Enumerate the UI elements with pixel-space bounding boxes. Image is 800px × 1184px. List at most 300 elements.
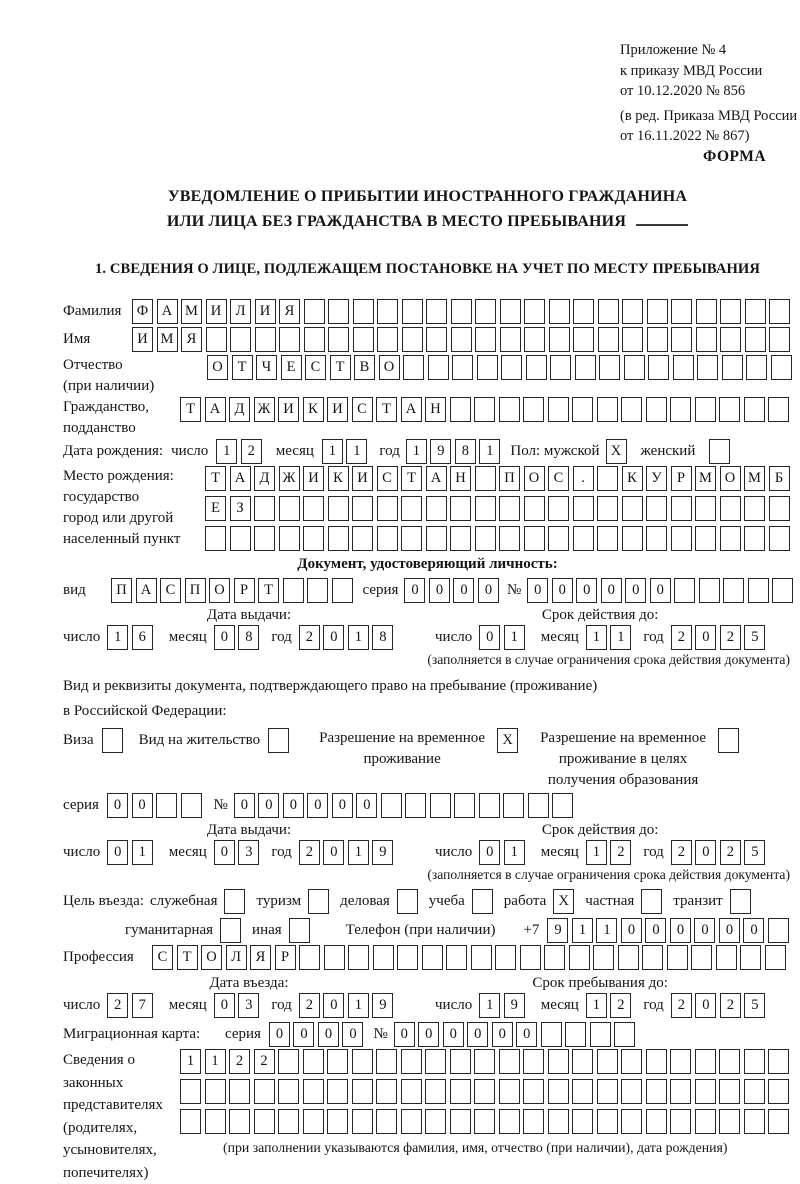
char-box[interactable] bbox=[524, 299, 545, 324]
char-box[interactable] bbox=[499, 496, 520, 521]
char-box[interactable] bbox=[597, 526, 618, 551]
char-box[interactable] bbox=[621, 1109, 642, 1134]
char-box[interactable]: И bbox=[255, 299, 276, 324]
char-box[interactable] bbox=[719, 397, 740, 422]
char-box[interactable]: 1 bbox=[479, 439, 500, 464]
char-box[interactable]: 0 bbox=[342, 1022, 363, 1047]
char-box[interactable] bbox=[353, 327, 374, 352]
char-box[interactable] bbox=[324, 945, 345, 970]
char-box[interactable] bbox=[614, 1022, 635, 1047]
char-box[interactable]: Ч bbox=[256, 355, 277, 380]
char-box[interactable]: 2 bbox=[720, 625, 741, 650]
char-box[interactable] bbox=[475, 327, 496, 352]
char-box[interactable] bbox=[254, 1079, 275, 1104]
char-box[interactable] bbox=[205, 1109, 226, 1134]
char-box[interactable] bbox=[501, 355, 522, 380]
char-box[interactable]: 1 bbox=[610, 625, 631, 650]
char-box[interactable]: Р bbox=[234, 578, 255, 603]
char-box[interactable] bbox=[376, 1079, 397, 1104]
char-box[interactable] bbox=[618, 945, 639, 970]
char-box[interactable]: Т bbox=[376, 397, 397, 422]
char-box[interactable] bbox=[430, 793, 451, 818]
char-box[interactable]: Ф bbox=[132, 299, 153, 324]
char-box[interactable]: 2 bbox=[241, 439, 262, 464]
char-box[interactable]: С bbox=[377, 466, 398, 491]
char-box[interactable]: 9 bbox=[430, 439, 451, 464]
char-box[interactable] bbox=[499, 397, 520, 422]
char-box[interactable]: 2 bbox=[254, 1049, 275, 1074]
char-box[interactable]: Н bbox=[425, 397, 446, 422]
char-box[interactable]: 0 bbox=[478, 578, 499, 603]
char-box[interactable] bbox=[156, 793, 177, 818]
char-box[interactable]: 2 bbox=[299, 625, 320, 650]
char-box[interactable] bbox=[474, 397, 495, 422]
char-box[interactable]: 0 bbox=[650, 578, 671, 603]
char-box[interactable]: 0 bbox=[719, 918, 740, 943]
char-box[interactable]: П bbox=[499, 466, 520, 491]
char-box[interactable] bbox=[598, 299, 619, 324]
char-box[interactable]: О bbox=[379, 355, 400, 380]
char-box[interactable]: Т bbox=[258, 578, 279, 603]
char-box[interactable]: 0 bbox=[269, 1022, 290, 1047]
char-box[interactable]: 0 bbox=[323, 625, 344, 650]
char-box[interactable] bbox=[622, 526, 643, 551]
char-box[interactable] bbox=[520, 945, 541, 970]
char-box[interactable]: 0 bbox=[552, 578, 573, 603]
char-box[interactable] bbox=[303, 1079, 324, 1104]
char-box[interactable] bbox=[565, 1022, 586, 1047]
char-box[interactable] bbox=[572, 397, 593, 422]
char-box[interactable] bbox=[720, 327, 741, 352]
char-box[interactable] bbox=[768, 1109, 789, 1134]
char-box[interactable]: 9 bbox=[504, 993, 525, 1018]
char-box[interactable] bbox=[671, 496, 692, 521]
char-box[interactable]: О bbox=[209, 578, 230, 603]
char-box[interactable] bbox=[397, 945, 418, 970]
char-box[interactable]: Я bbox=[250, 945, 271, 970]
char-box[interactable] bbox=[674, 578, 695, 603]
char-box[interactable] bbox=[377, 496, 398, 521]
char-box[interactable] bbox=[377, 526, 398, 551]
char-box[interactable]: Р bbox=[275, 945, 296, 970]
char-box[interactable] bbox=[624, 355, 645, 380]
char-box[interactable] bbox=[641, 889, 662, 914]
char-box[interactable] bbox=[446, 945, 467, 970]
char-box[interactable] bbox=[599, 355, 620, 380]
char-box[interactable] bbox=[229, 1109, 250, 1134]
char-box[interactable]: 0 bbox=[695, 840, 716, 865]
char-box[interactable]: И bbox=[132, 327, 153, 352]
char-box[interactable] bbox=[523, 1049, 544, 1074]
char-box[interactable]: 8 bbox=[238, 625, 259, 650]
char-box[interactable] bbox=[254, 496, 275, 521]
char-box[interactable] bbox=[279, 526, 300, 551]
char-box[interactable] bbox=[499, 526, 520, 551]
char-box[interactable]: К bbox=[622, 466, 643, 491]
char-box[interactable] bbox=[572, 1049, 593, 1074]
char-box[interactable] bbox=[691, 945, 712, 970]
char-box[interactable] bbox=[768, 1049, 789, 1074]
char-box[interactable] bbox=[425, 1079, 446, 1104]
char-box[interactable]: И bbox=[303, 466, 324, 491]
char-box[interactable] bbox=[327, 1109, 348, 1134]
char-box[interactable] bbox=[548, 496, 569, 521]
char-box[interactable]: 0 bbox=[418, 1022, 439, 1047]
char-box[interactable] bbox=[254, 1109, 275, 1134]
char-box[interactable] bbox=[477, 355, 498, 380]
char-box[interactable] bbox=[548, 1109, 569, 1134]
char-box[interactable] bbox=[254, 526, 275, 551]
char-box[interactable]: П bbox=[185, 578, 206, 603]
char-box[interactable]: 2 bbox=[720, 993, 741, 1018]
char-box[interactable] bbox=[695, 1079, 716, 1104]
char-box[interactable] bbox=[479, 793, 500, 818]
char-box[interactable] bbox=[268, 728, 289, 753]
char-box[interactable] bbox=[720, 526, 741, 551]
char-box[interactable]: 0 bbox=[323, 993, 344, 1018]
char-box[interactable] bbox=[327, 1079, 348, 1104]
char-box[interactable] bbox=[279, 327, 300, 352]
char-box[interactable] bbox=[768, 918, 789, 943]
char-box[interactable]: К bbox=[303, 397, 324, 422]
char-box[interactable]: 2 bbox=[299, 993, 320, 1018]
char-box[interactable]: 0 bbox=[601, 578, 622, 603]
char-box[interactable] bbox=[474, 1109, 495, 1134]
char-box[interactable]: 9 bbox=[547, 918, 568, 943]
char-box[interactable] bbox=[524, 496, 545, 521]
char-box[interactable]: 0 bbox=[107, 840, 128, 865]
char-box[interactable]: 5 bbox=[744, 840, 765, 865]
char-box[interactable] bbox=[279, 496, 300, 521]
char-box[interactable] bbox=[426, 496, 447, 521]
char-box[interactable]: Д bbox=[229, 397, 250, 422]
char-box[interactable]: И bbox=[352, 466, 373, 491]
char-box[interactable] bbox=[621, 397, 642, 422]
char-box[interactable]: 1 bbox=[346, 439, 367, 464]
char-box[interactable] bbox=[671, 526, 692, 551]
char-box[interactable]: 0 bbox=[234, 793, 255, 818]
char-box[interactable] bbox=[426, 526, 447, 551]
char-box[interactable] bbox=[401, 1049, 422, 1074]
char-box[interactable] bbox=[622, 327, 643, 352]
char-box[interactable]: 5 bbox=[744, 625, 765, 650]
char-box[interactable]: С bbox=[352, 397, 373, 422]
char-box[interactable]: 2 bbox=[671, 993, 692, 1018]
char-box[interactable] bbox=[709, 439, 730, 464]
char-box[interactable]: 8 bbox=[455, 439, 476, 464]
char-box[interactable] bbox=[255, 327, 276, 352]
char-box[interactable]: 2 bbox=[671, 625, 692, 650]
char-box[interactable]: 6 bbox=[132, 625, 153, 650]
char-box[interactable] bbox=[474, 1079, 495, 1104]
char-box[interactable] bbox=[495, 945, 516, 970]
char-box[interactable] bbox=[730, 889, 751, 914]
char-box[interactable]: 1 bbox=[586, 625, 607, 650]
char-box[interactable] bbox=[647, 327, 668, 352]
char-box[interactable] bbox=[548, 1049, 569, 1074]
char-box[interactable] bbox=[769, 299, 790, 324]
char-box[interactable] bbox=[745, 299, 766, 324]
char-box[interactable]: 9 bbox=[372, 993, 393, 1018]
char-box[interactable] bbox=[748, 578, 769, 603]
char-box[interactable]: А bbox=[426, 466, 447, 491]
char-box[interactable] bbox=[401, 1109, 422, 1134]
char-box[interactable] bbox=[401, 1079, 422, 1104]
char-box[interactable]: 1 bbox=[322, 439, 343, 464]
char-box[interactable] bbox=[353, 299, 374, 324]
char-box[interactable] bbox=[772, 578, 793, 603]
char-box[interactable]: X bbox=[553, 889, 574, 914]
char-box[interactable] bbox=[744, 526, 765, 551]
char-box[interactable] bbox=[549, 327, 570, 352]
char-box[interactable]: 1 bbox=[107, 625, 128, 650]
char-box[interactable]: 8 bbox=[372, 625, 393, 650]
char-box[interactable] bbox=[548, 526, 569, 551]
char-box[interactable] bbox=[744, 1049, 765, 1074]
char-box[interactable] bbox=[402, 327, 423, 352]
char-box[interactable] bbox=[769, 327, 790, 352]
char-box[interactable]: С bbox=[548, 466, 569, 491]
char-box[interactable]: М bbox=[181, 299, 202, 324]
char-box[interactable]: 1 bbox=[504, 625, 525, 650]
char-box[interactable]: А bbox=[205, 397, 226, 422]
char-box[interactable] bbox=[572, 1109, 593, 1134]
char-box[interactable]: Т bbox=[177, 945, 198, 970]
char-box[interactable] bbox=[695, 526, 716, 551]
char-box[interactable]: Л bbox=[226, 945, 247, 970]
char-box[interactable]: 0 bbox=[527, 578, 548, 603]
char-box[interactable]: Т bbox=[401, 466, 422, 491]
char-box[interactable] bbox=[425, 1049, 446, 1074]
char-box[interactable] bbox=[646, 1049, 667, 1074]
char-box[interactable]: X bbox=[497, 728, 518, 753]
char-box[interactable] bbox=[224, 889, 245, 914]
char-box[interactable] bbox=[769, 496, 790, 521]
char-box[interactable]: 2 bbox=[610, 993, 631, 1018]
char-box[interactable]: 1 bbox=[348, 993, 369, 1018]
char-box[interactable]: 0 bbox=[479, 625, 500, 650]
char-box[interactable]: М bbox=[157, 327, 178, 352]
char-box[interactable]: 1 bbox=[216, 439, 237, 464]
char-box[interactable] bbox=[403, 355, 424, 380]
char-box[interactable]: 2 bbox=[299, 840, 320, 865]
char-box[interactable] bbox=[718, 728, 739, 753]
char-box[interactable] bbox=[720, 496, 741, 521]
char-box[interactable] bbox=[550, 355, 571, 380]
char-box[interactable] bbox=[451, 327, 472, 352]
char-box[interactable] bbox=[299, 945, 320, 970]
char-box[interactable] bbox=[740, 945, 761, 970]
char-box[interactable] bbox=[500, 327, 521, 352]
char-box[interactable]: Т bbox=[205, 466, 226, 491]
char-box[interactable]: А bbox=[230, 466, 251, 491]
char-box[interactable] bbox=[528, 793, 549, 818]
char-box[interactable] bbox=[402, 299, 423, 324]
char-box[interactable]: Н bbox=[450, 466, 471, 491]
char-box[interactable]: 9 bbox=[372, 840, 393, 865]
char-box[interactable]: А bbox=[136, 578, 157, 603]
char-box[interactable] bbox=[573, 496, 594, 521]
char-box[interactable] bbox=[541, 1022, 562, 1047]
char-box[interactable] bbox=[397, 889, 418, 914]
char-box[interactable] bbox=[548, 1079, 569, 1104]
char-box[interactable] bbox=[719, 1079, 740, 1104]
char-box[interactable] bbox=[206, 327, 227, 352]
char-box[interactable] bbox=[102, 728, 123, 753]
char-box[interactable] bbox=[303, 496, 324, 521]
char-box[interactable]: 2 bbox=[671, 840, 692, 865]
char-box[interactable] bbox=[229, 1079, 250, 1104]
char-box[interactable] bbox=[744, 1079, 765, 1104]
char-box[interactable] bbox=[670, 1109, 691, 1134]
char-box[interactable] bbox=[544, 945, 565, 970]
char-box[interactable] bbox=[695, 496, 716, 521]
char-box[interactable]: 0 bbox=[625, 578, 646, 603]
char-box[interactable]: 0 bbox=[429, 578, 450, 603]
char-box[interactable] bbox=[376, 1049, 397, 1074]
char-box[interactable] bbox=[352, 1109, 373, 1134]
char-box[interactable]: 1 bbox=[479, 993, 500, 1018]
char-box[interactable] bbox=[597, 397, 618, 422]
char-box[interactable]: О bbox=[207, 355, 228, 380]
char-box[interactable] bbox=[450, 1109, 471, 1134]
char-box[interactable] bbox=[549, 299, 570, 324]
char-box[interactable] bbox=[475, 299, 496, 324]
char-box[interactable]: 1 bbox=[504, 840, 525, 865]
char-box[interactable] bbox=[526, 355, 547, 380]
char-box[interactable]: . bbox=[573, 466, 594, 491]
char-box[interactable]: 0 bbox=[214, 625, 235, 650]
char-box[interactable] bbox=[475, 526, 496, 551]
char-box[interactable] bbox=[667, 945, 688, 970]
char-box[interactable] bbox=[646, 1109, 667, 1134]
char-box[interactable] bbox=[205, 526, 226, 551]
char-box[interactable]: 0 bbox=[695, 625, 716, 650]
char-box[interactable] bbox=[719, 1049, 740, 1074]
char-box[interactable]: Т bbox=[180, 397, 201, 422]
char-box[interactable]: К bbox=[328, 466, 349, 491]
char-box[interactable] bbox=[426, 327, 447, 352]
char-box[interactable] bbox=[328, 327, 349, 352]
char-box[interactable]: 0 bbox=[453, 578, 474, 603]
char-box[interactable]: 0 bbox=[695, 993, 716, 1018]
char-box[interactable]: 0 bbox=[394, 1022, 415, 1047]
char-box[interactable] bbox=[352, 496, 373, 521]
char-box[interactable] bbox=[450, 1049, 471, 1074]
char-box[interactable] bbox=[598, 327, 619, 352]
char-box[interactable] bbox=[524, 526, 545, 551]
char-box[interactable]: 0 bbox=[318, 1022, 339, 1047]
char-box[interactable]: 0 bbox=[293, 1022, 314, 1047]
char-box[interactable] bbox=[647, 299, 668, 324]
char-box[interactable]: А bbox=[157, 299, 178, 324]
char-box[interactable] bbox=[332, 578, 353, 603]
char-box[interactable] bbox=[475, 466, 496, 491]
char-box[interactable] bbox=[499, 1109, 520, 1134]
char-box[interactable]: 0 bbox=[621, 918, 642, 943]
char-box[interactable]: 0 bbox=[258, 793, 279, 818]
char-box[interactable]: И bbox=[206, 299, 227, 324]
char-box[interactable] bbox=[597, 466, 618, 491]
char-box[interactable]: 0 bbox=[323, 840, 344, 865]
char-box[interactable]: 0 bbox=[404, 578, 425, 603]
char-box[interactable] bbox=[744, 1109, 765, 1134]
char-box[interactable] bbox=[401, 526, 422, 551]
char-box[interactable] bbox=[523, 397, 544, 422]
char-box[interactable]: 3 bbox=[238, 993, 259, 1018]
char-box[interactable] bbox=[450, 1079, 471, 1104]
char-box[interactable] bbox=[304, 299, 325, 324]
char-box[interactable]: 2 bbox=[720, 840, 741, 865]
char-box[interactable] bbox=[746, 355, 767, 380]
char-box[interactable] bbox=[622, 496, 643, 521]
char-box[interactable] bbox=[471, 945, 492, 970]
char-box[interactable] bbox=[621, 1049, 642, 1074]
char-box[interactable] bbox=[499, 1049, 520, 1074]
char-box[interactable]: 0 bbox=[283, 793, 304, 818]
char-box[interactable] bbox=[575, 355, 596, 380]
char-box[interactable] bbox=[376, 1109, 397, 1134]
char-box[interactable] bbox=[646, 397, 667, 422]
char-box[interactable] bbox=[699, 578, 720, 603]
char-box[interactable] bbox=[768, 1079, 789, 1104]
char-box[interactable]: Т bbox=[232, 355, 253, 380]
char-box[interactable] bbox=[472, 889, 493, 914]
char-box[interactable]: 0 bbox=[307, 793, 328, 818]
char-box[interactable] bbox=[450, 496, 471, 521]
char-box[interactable]: 0 bbox=[467, 1022, 488, 1047]
char-box[interactable]: 0 bbox=[576, 578, 597, 603]
char-box[interactable] bbox=[719, 1109, 740, 1134]
char-box[interactable]: 0 bbox=[214, 840, 235, 865]
char-box[interactable] bbox=[548, 397, 569, 422]
char-box[interactable] bbox=[381, 793, 402, 818]
char-box[interactable]: И bbox=[278, 397, 299, 422]
char-box[interactable]: С bbox=[160, 578, 181, 603]
char-box[interactable]: 1 bbox=[596, 918, 617, 943]
char-box[interactable] bbox=[673, 355, 694, 380]
char-box[interactable]: 1 bbox=[586, 840, 607, 865]
char-box[interactable] bbox=[523, 1109, 544, 1134]
char-box[interactable]: 1 bbox=[586, 993, 607, 1018]
char-box[interactable]: А bbox=[401, 397, 422, 422]
char-box[interactable]: У bbox=[646, 466, 667, 491]
char-box[interactable] bbox=[696, 299, 717, 324]
char-box[interactable] bbox=[230, 327, 251, 352]
char-box[interactable] bbox=[523, 1079, 544, 1104]
char-box[interactable]: X bbox=[606, 439, 627, 464]
char-box[interactable] bbox=[671, 327, 692, 352]
char-box[interactable] bbox=[597, 496, 618, 521]
char-box[interactable] bbox=[670, 397, 691, 422]
char-box[interactable] bbox=[744, 496, 765, 521]
char-box[interactable]: О bbox=[201, 945, 222, 970]
char-box[interactable]: 0 bbox=[479, 840, 500, 865]
char-box[interactable]: 1 bbox=[132, 840, 153, 865]
char-box[interactable] bbox=[500, 299, 521, 324]
char-box[interactable] bbox=[648, 355, 669, 380]
char-box[interactable]: 0 bbox=[743, 918, 764, 943]
char-box[interactable]: 1 bbox=[572, 918, 593, 943]
char-box[interactable]: П bbox=[111, 578, 132, 603]
char-box[interactable] bbox=[289, 918, 310, 943]
char-box[interactable] bbox=[769, 526, 790, 551]
char-box[interactable] bbox=[181, 793, 202, 818]
char-box[interactable] bbox=[695, 1049, 716, 1074]
char-box[interactable]: 0 bbox=[670, 918, 691, 943]
char-box[interactable] bbox=[377, 327, 398, 352]
char-box[interactable] bbox=[352, 1079, 373, 1104]
